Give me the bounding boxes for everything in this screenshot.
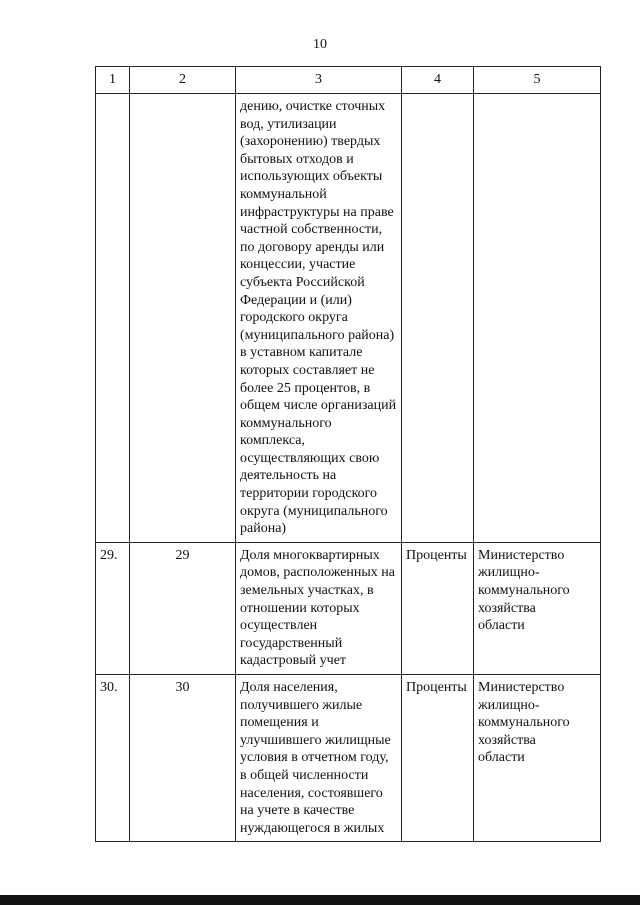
description-line: дению, очистке сточных [240,99,386,114]
organization-line: Министерство [478,680,565,695]
description-line: вод, утилизации [240,116,337,132]
description-line: (муниципального района) [240,327,395,343]
row-description-cell [236,94,402,543]
description-line: деятельность на [240,468,337,484]
scan-edge-shadow [0,895,640,905]
page-number: 10 [313,37,327,52]
description-line: коммунальной [240,186,327,202]
description-line: осуществлен [240,618,318,634]
organization-line: хозяйства [478,732,536,748]
description-line: которых составляет не [240,362,375,378]
row-number-cell [96,94,130,543]
table-row-29 [96,542,601,674]
description-line: территории городского [240,486,378,502]
row-number-cell: 30. [96,675,130,842]
description-line: условия в отчетном году, [240,750,389,766]
description-line: земельных участках, в [240,583,374,599]
row-organization-cell [474,675,601,842]
column-header-1: 1 [96,67,130,94]
description-line: на учете в качестве [240,803,355,819]
column-header-3: 3 [236,67,402,94]
row-code-cell [130,94,236,543]
column-header-4: 4 [402,67,474,94]
description-line: округа (муниципального [240,503,388,519]
table-row-30 [96,675,601,842]
organization-line: области [478,750,525,766]
description-line: государственный [240,635,343,651]
row-description-cell [236,675,402,842]
row-number-cell: 29. [96,542,130,674]
organization-line: области [478,618,525,634]
description-line: более 25 процентов, в [240,380,371,396]
description-line: Федерации и (или) [240,292,352,308]
description-line: частной собственности, [240,222,383,238]
organization-line: Министерство [478,547,565,563]
indicator-table [95,66,601,842]
description-line: Доля многоквартирных [240,547,380,563]
description-line: домов, расположенных на [240,565,395,581]
organization-line: хозяйства [478,600,536,616]
row-code-cell: 30 [130,675,236,842]
row-unit-cell: Проценты [402,675,474,842]
description-line: отношении которых [240,600,360,616]
table-header-row [96,67,601,94]
description-line: использующих объекты [240,169,383,185]
description-line: получившего жилые [240,697,363,713]
organization-line: жилищно- [478,697,540,713]
description-line: кадастровый учет [240,653,347,669]
description-line: района) [240,521,287,537]
description-line: (захоронению) твердых [240,134,381,150]
column-header-5: 5 [474,67,601,94]
row-organization-cell [474,542,601,674]
description-line: субъекта Российской [240,274,365,290]
row-code-cell: 29 [130,542,236,674]
organization-line: коммунального [478,715,570,731]
organization-line: коммунального [478,583,570,599]
row-organization-cell [474,94,601,543]
description-line: улучшившего жилищные [240,732,391,748]
description-line: городского округа [240,310,348,326]
description-line: Доля населения, [240,680,338,695]
description-line: нуждающегося в жилых [240,820,385,836]
description-line: комплекса, [240,433,305,449]
row-unit-cell: Проценты [402,542,474,674]
description-line: помещения и [240,715,319,731]
description-line: населения, состоявшего [240,785,383,801]
column-header-2: 2 [130,67,236,94]
description-line: в уставном капитале [240,345,363,361]
description-line: по договору аренды или [240,239,385,255]
description-line: инфраструктуры на праве [240,204,394,220]
row-description-cell [236,542,402,674]
description-line: концессии, участие [240,257,356,273]
description-line: общем числе организаций [240,398,397,414]
description-line: в общей численности [240,767,369,783]
description-line: бытовых отходов и [240,151,354,167]
description-line: коммунального [240,415,332,431]
table-row-continuation [96,94,601,543]
row-unit-cell [402,94,474,543]
description-line: осуществляющих свою [240,450,380,466]
organization-line: жилищно- [478,565,540,581]
